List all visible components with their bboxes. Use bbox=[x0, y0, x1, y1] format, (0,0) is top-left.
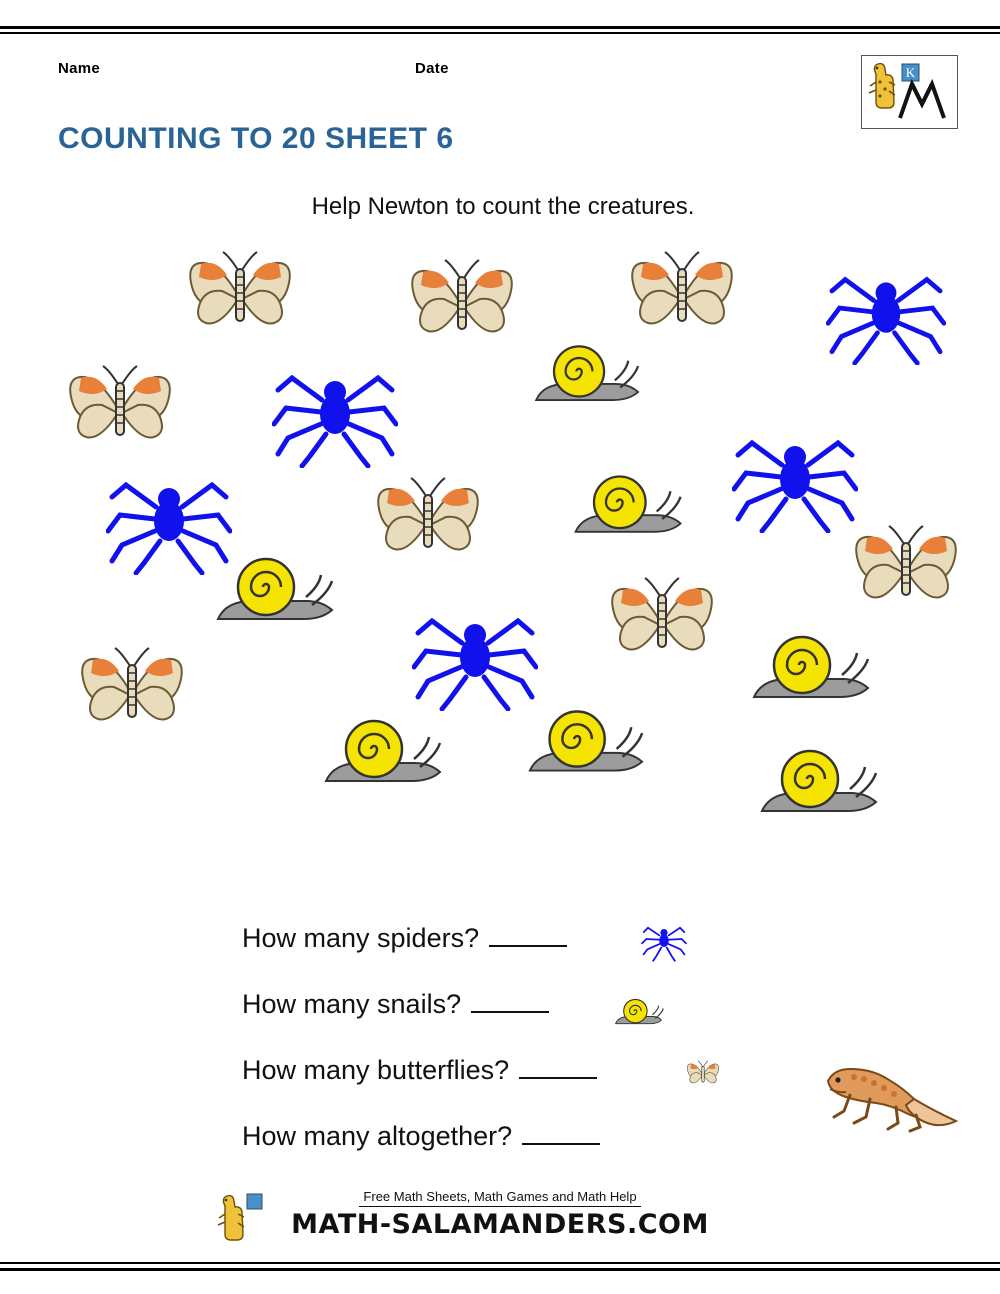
page-title: COUNTING TO 20 SHEET 6 bbox=[58, 122, 454, 155]
footer-logo-icon bbox=[213, 1190, 283, 1252]
salamanders-logo bbox=[861, 55, 958, 129]
spider-icon bbox=[412, 593, 538, 716]
footer bbox=[0, 1188, 1000, 1240]
spider-icon bbox=[732, 415, 858, 538]
bottom-rule-thin bbox=[0, 1262, 1000, 1264]
creature-field bbox=[0, 235, 1000, 835]
butterfly-icon bbox=[852, 523, 960, 620]
bottom-rule-thick bbox=[0, 1268, 1000, 1271]
footer-brand: MATH-SALAMANDERS.COM bbox=[291, 1209, 709, 1240]
butterfly-icon bbox=[374, 475, 482, 572]
butterfly-icon bbox=[608, 575, 716, 672]
question-label: How many altogether? bbox=[242, 1121, 513, 1151]
snail-icon bbox=[528, 341, 648, 414]
snail-icon bbox=[748, 631, 876, 712]
newton-mascot bbox=[810, 1055, 960, 1145]
spider-icon bbox=[826, 253, 946, 370]
snail-icon bbox=[212, 553, 340, 634]
snail-icon bbox=[524, 705, 650, 786]
snail-icon bbox=[612, 995, 666, 1036]
answer-blank-snails[interactable] bbox=[471, 1011, 549, 1013]
answer-blank-spiders[interactable] bbox=[489, 945, 567, 947]
butterfly-icon bbox=[628, 249, 736, 346]
question-text-butterflies bbox=[242, 1055, 597, 1086]
question-label: How many snails? bbox=[242, 989, 462, 1019]
logo-graphic bbox=[862, 56, 955, 126]
top-rule-thin bbox=[0, 32, 1000, 34]
question-text-spiders bbox=[242, 923, 567, 954]
butterfly-icon bbox=[66, 363, 174, 460]
snail-icon bbox=[568, 471, 690, 546]
date-label: Date bbox=[415, 60, 449, 77]
question-text-snails bbox=[242, 989, 549, 1020]
question-row bbox=[0, 915, 1000, 981]
spider-icon bbox=[640, 915, 688, 970]
svg-text:K: K bbox=[905, 65, 916, 80]
top-rule-thick bbox=[0, 26, 1000, 29]
question-row bbox=[0, 981, 1000, 1047]
butterfly-icon bbox=[686, 1059, 720, 1096]
answer-blank-altogether[interactable] bbox=[522, 1143, 600, 1145]
question-text-altogether bbox=[242, 1121, 600, 1152]
snail-icon bbox=[756, 745, 884, 826]
butterfly-icon bbox=[78, 645, 186, 742]
footer-tagline: Free Math Sheets, Math Games and Math Help bbox=[359, 1189, 640, 1207]
name-label: Name bbox=[58, 60, 101, 77]
butterfly-icon bbox=[408, 257, 516, 354]
question-label: How many spiders? bbox=[242, 923, 480, 953]
instruction-text: Help Newton to count the creatures. bbox=[311, 193, 695, 220]
answer-blank-butterflies[interactable] bbox=[519, 1077, 597, 1079]
spider-icon bbox=[272, 350, 398, 473]
snail-icon bbox=[320, 715, 448, 796]
butterfly-icon bbox=[186, 249, 294, 346]
footer-block bbox=[291, 1188, 709, 1240]
question-label: How many butterflies? bbox=[242, 1055, 510, 1085]
